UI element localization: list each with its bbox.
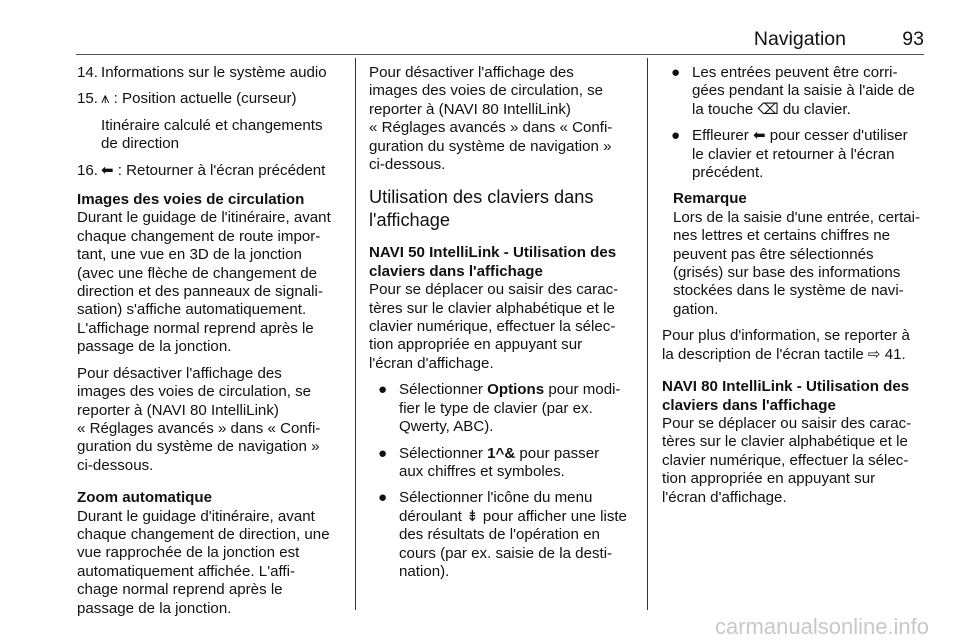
- list-item: 16. ⬅ : Retourner à l'écran précédent: [77, 161, 326, 179]
- paragraph: Durant le guidage d'itinéraire, avant chaque changement de direction, une vue rapprochée de la jonction est automatiquement affichée. L'affi- chage normal reprend après le passage de la jonction.: [77, 507, 330, 617]
- backspace-icon: ⌫: [757, 100, 779, 118]
- page-number: 93: [902, 28, 924, 50]
- section-heading: Utilisation des claviers dans l'affichage: [369, 187, 594, 231]
- bullet-icon: ●: [671, 64, 681, 81]
- bullet-icon: ●: [671, 127, 681, 145]
- list-item: 15. ⩚ : Position actuelle (curseur): [77, 90, 297, 108]
- position-cursor-icon: ⩚: [101, 90, 110, 108]
- subheading: Zoom automatique: [77, 489, 213, 507]
- column-divider: [647, 58, 648, 610]
- back-arrow-icon: ⬅: [101, 161, 114, 179]
- list-item: ● Sélectionner l'icône du menu déroulant ⇟ pour afficher une liste des résultats de l'opération en cours (par ex. saisie de la desti- nation).: [378, 489, 627, 580]
- column-left: [77, 64, 349, 618]
- list-item-subtext: de direction: [101, 135, 180, 153]
- bullet-icon: ●: [378, 381, 388, 399]
- remark-box: Remarque Lors de la saisie d'une entrée, certai- nes lettres et certains chiffres ne peuvent pas être sélectionnés (grisés) sur base des informations stockées dans le système de navi- gation.: [662, 190, 932, 319]
- column-middle: [369, 64, 639, 581]
- back-arrow-icon: ⬅: [752, 127, 766, 145]
- subheading: Images des voies de circulation: [77, 191, 305, 209]
- list-item: ● Les entrées peuvent être corri- gées pendant la saisie à l'aide de la touche ⌫ du clavier.: [671, 64, 915, 118]
- list-item-subtext: Itinéraire calculé et changements: [101, 116, 323, 134]
- bullet-icon: ●: [378, 489, 388, 507]
- paragraph: Pour se déplacer ou saisir des carac- tères sur le clavier alphabétique et le clavier numérique, effectuer la sélec- tion appropriée en appuyant sur l'écran d'affichage.: [369, 281, 619, 372]
- header-rule: [76, 54, 924, 55]
- list-item: 14. Informations sur le système audio: [77, 64, 327, 81]
- paragraph: Pour plus d'information, se reporter à la description de l'écran tactile ⇨ 41.: [662, 327, 910, 363]
- paragraph: Durant le guidage de l'itinéraire, avant chaque changement de route impor- tant, une vue en 3D de la jonction (avec une flèche de changement de direction et des panneaux de signali- sation) s'affiche automatiquement. L'affichage normal reprend après le passage de la jonction.: [77, 209, 331, 356]
- remark-heading: Remarque: [673, 190, 747, 208]
- list-item: ● Effleurer ⬅ pour cesser d'utiliser le clavier et retourner à l'écran précédent.: [671, 127, 908, 182]
- watermark: carmanualsonline.info: [715, 614, 930, 639]
- column-divider: [355, 58, 356, 610]
- list-item: ● Sélectionner 1^& pour passer aux chiffres et symboles.: [378, 444, 600, 480]
- page-reference-icon: ⇨: [867, 345, 881, 363]
- bullet-icon: ●: [378, 444, 388, 462]
- paragraph: Pour se déplacer ou saisir des carac- tères sur le clavier alphabétique et le clavier numérique, effectuer la sélec- tion appropriée en appuyant sur l'écran d'affichage.: [662, 414, 912, 506]
- list-item: ● Sélectionner Options pour modi- fier le type de clavier (par ex. Qwerty, ABC).: [378, 381, 621, 436]
- subheading: NAVI 50 IntelliLink - Utilisation des claviers dans l'affichage: [369, 244, 617, 280]
- section-title: Navigation: [753, 28, 846, 50]
- page-header: [76, 22, 924, 54]
- paragraph: Pour désactiver l'affichage des images des voies de circulation, se reporter à (NAVI 80 IntelliLink) « Réglages avancés » dans « Confi- guration du système de navigation » ci-dessous.: [369, 64, 613, 174]
- dropdown-menu-icon: ⇟: [466, 507, 479, 525]
- subheading: NAVI 80 IntelliLink - Utilisation des claviers dans l'affichage: [662, 378, 910, 414]
- column-right: [662, 64, 932, 507]
- paragraph: Pour désactiver l'affichage des images des voies de circulation, se reporter à (NAVI 80 IntelliLink) « Réglages avancés » dans « Confi- guration du système de navigation » ci-dessous.: [77, 364, 321, 474]
